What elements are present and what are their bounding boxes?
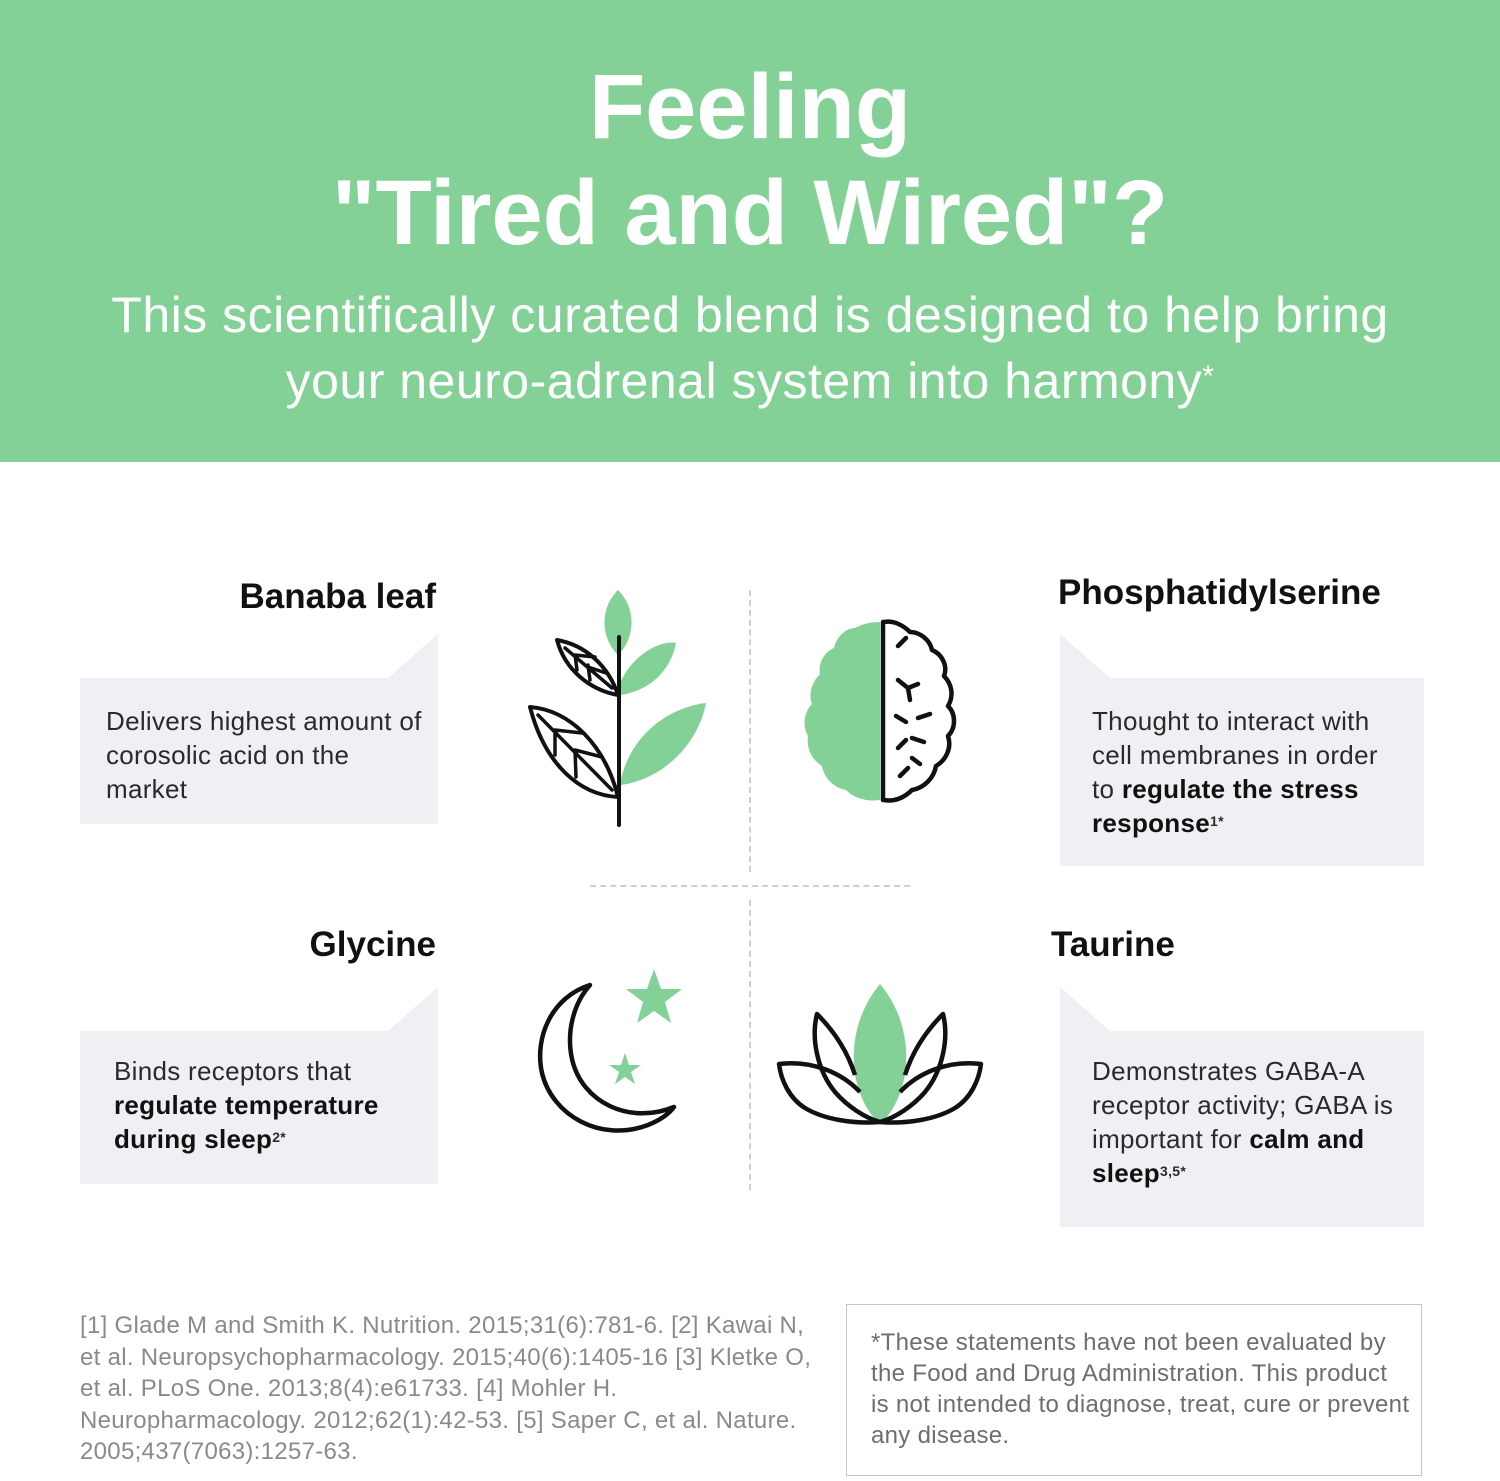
vertical-divider-bottom bbox=[749, 900, 751, 1190]
phosphatidylserine-description bbox=[1092, 704, 1402, 840]
glycine-description-box bbox=[80, 1031, 438, 1184]
taurine-title: Taurine bbox=[1051, 925, 1175, 964]
lotus-icon bbox=[775, 980, 985, 1130]
phosphatidylserine-description-box bbox=[1060, 678, 1424, 866]
banaba-description-box bbox=[80, 678, 438, 824]
glycine-text: Binds receptors that bbox=[114, 1056, 352, 1086]
taurine-highlight: calm and sleep bbox=[1092, 1124, 1365, 1188]
horizontal-divider bbox=[590, 885, 910, 887]
vertical-divider-top bbox=[749, 590, 751, 872]
glycine-box-tab bbox=[388, 987, 438, 1031]
banaba-box-tab bbox=[388, 634, 438, 678]
glycine-ref: 2* bbox=[272, 1129, 287, 1145]
glycine-highlight: regulate temperature during sleep bbox=[114, 1090, 379, 1154]
phosphatidylserine-title: Phosphatidylserine bbox=[1058, 573, 1381, 612]
phosphatidylserine-highlight: regulate the stress response bbox=[1092, 774, 1359, 838]
headline-line-2: "Tired and Wired"? bbox=[331, 162, 1169, 264]
header-banner bbox=[0, 0, 1500, 462]
taurine-text: Demonstrates GABA-A receptor activity; GABA is important for bbox=[1092, 1056, 1394, 1154]
taurine-ref: 3,5* bbox=[1160, 1163, 1187, 1179]
disclaimer-text: *These statements have not been evaluated by the Food and Drug Administration. This product is not intended to diagnose, treat, cure or prevent any disease. bbox=[871, 1329, 1410, 1449]
header-subtitle bbox=[60, 282, 1440, 414]
taurine-description bbox=[1092, 1054, 1407, 1190]
glycine-title: Glycine bbox=[309, 925, 436, 964]
header-subtitle-text: This scientifically curated blend is designed to help bring your neuro-adrenal system into harmony bbox=[111, 287, 1389, 409]
references-text: [1] Glade M and Smith K. Nutrition. 2015;31(6):781-6. [2] Kawai N, et al. Neuropsychopharmacology. 2015;40(6):1405-16 [3] Kletke O, et al. PLoS One. 2013;8(4):e61733. [4] Mohler H. Neuropharmacology. 2012;62(1):42-53. [5] Saper C, et al. Nature. 2005;437(7063):1257-63. bbox=[80, 1312, 812, 1465]
phosphatidylserine-box-tab bbox=[1060, 634, 1110, 678]
headline-line-1: Feeling bbox=[588, 56, 912, 158]
taurine-box-tab bbox=[1060, 987, 1110, 1031]
banaba-title: Banaba leaf bbox=[239, 577, 436, 616]
phosphatidylserine-ref: 1* bbox=[1210, 813, 1224, 829]
leaf-branch-icon bbox=[520, 585, 720, 830]
glycine-description bbox=[114, 1054, 424, 1156]
banaba-description: Delivers highest amount of corosolic acid on the market bbox=[106, 706, 422, 804]
disclaimer-box bbox=[846, 1304, 1422, 1476]
brain-icon bbox=[800, 618, 960, 804]
header-subtitle-mark: * bbox=[1202, 360, 1215, 393]
phosphatidylserine-text: Thought to interact with cell membranes in order to bbox=[1092, 706, 1378, 804]
taurine-description-box bbox=[1060, 1031, 1424, 1227]
moon-stars-icon bbox=[530, 965, 695, 1140]
